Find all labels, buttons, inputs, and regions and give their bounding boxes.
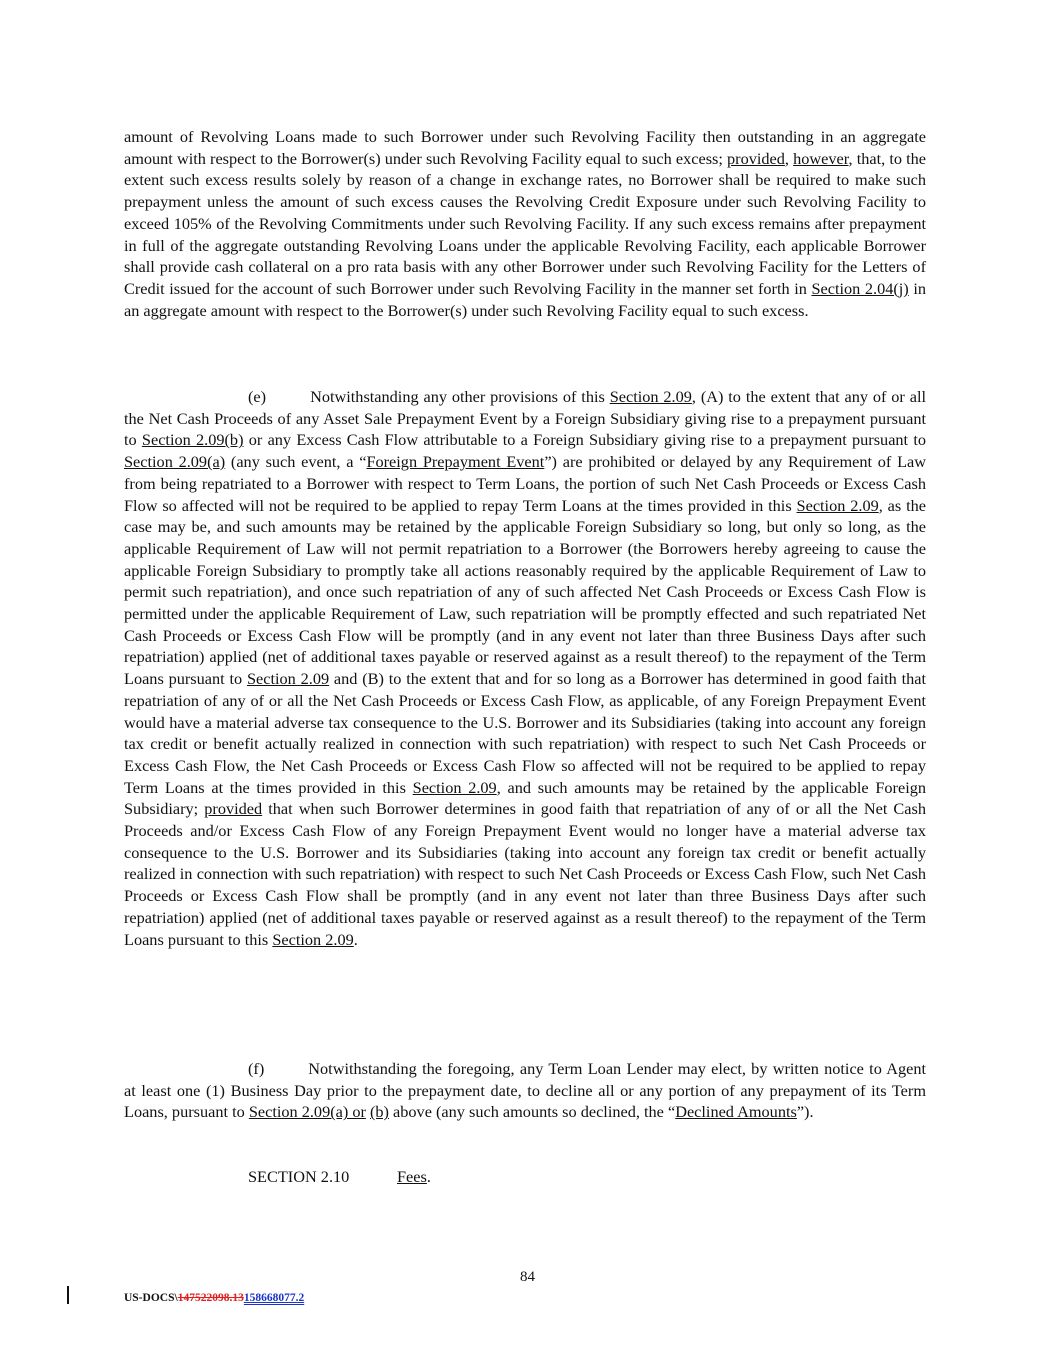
document-id (124, 1288, 304, 1310)
section-reference: Section 2.09 (246, 669, 330, 689)
docid-inserted: 158668077.2 (243, 1292, 305, 1304)
section-reference: (b) (370, 1102, 389, 1122)
clause-label: (f) (248, 1059, 265, 1078)
defined-term-provided: provided (727, 148, 785, 168)
section-reference: Section 2.09(b) (141, 430, 244, 450)
paragraph-e (124, 386, 926, 950)
text-run: . (353, 929, 358, 949)
text-run: , that, to the extent such excess results solely by reason of a change in exchange rates, no Borrower shall be required to make such prepayment unless the amount of such excess causes the Revolving Credit Exposure under such Revolving Facility to exceed 105% of the Revolving Commitments under such Revolving Facility. If any such excess remains after prepayment in full of the aggregate outstanding Revolving Loans under the applicable Revolving Facility, each applicable Borrower shall provide cash collateral on a pro rata basis with any other Borrower under such Revolving Facility for the Letters of Credit issued for the account of such Borrower under such Revolving Facility in the manner set forth in (124, 148, 926, 298)
text-run: , (A) to the extent that any of or all the Net Cash Proceeds of any Asset Sale Prepayment Event by a Foreign Subsidiary giving rise to a prepayment pursuant to (124, 387, 926, 450)
section-reference: Section 2.09 (412, 777, 497, 797)
text-run: above (any such amounts so declined, the “ (388, 1102, 676, 1122)
clause-label: (e) (248, 387, 267, 406)
text-run: Notwithstanding the foregoing, any Term Loan Lender may elect, by written notice to Agent at least one (1) Business Day prior to the prepayment date, to decline all or any portion of any prepayment of its Term Loans, pursuant to (124, 1059, 926, 1122)
section-reference: Section 2.09 (796, 495, 879, 515)
text-run: , and such amounts may be retained by the applicable Foreign Subsidiary; (124, 777, 927, 819)
section-reference: Section 2.09 (272, 929, 354, 949)
text-run: and (B) to the extent that and for so long as a Borrower has determined in good faith that repatriation of any of or all the Net Cash Proceeds or Excess Cash Flow, as applicable, of any Foreign Prepayment Event would have a material adverse tax consequence to the U.S. Borrower and its Subsidiaries (taking into account any foreign tax credit or benefit actually realized in connection with such repatriation) with respect to such Net Cash Proceeds or Excess Cash Flow, the Net Cash Proceeds or Excess Cash Flow so affected will not be required to be applied to repay Term Loans at the times provided in this (124, 669, 926, 797)
text-run: amount of Revolving Loans made to such Borrower under such Revolving Facility then outstanding in an aggregate amount with respect to the Borrower(s) under such Revolving Facility equal to such excess; (124, 127, 926, 168)
text-run: (any such event, a “ (225, 452, 367, 472)
section-reference: Section 2.09(a) or (248, 1102, 366, 1122)
text-run: ”) are prohibited or delayed by any Requirement of Law from being repatriated to a Borrower with respect to Term Loans, the portion of such Net Cash Proceeds or Excess Cash Flow so affected will not be required to be applied to repay Term Loans at the times provided in this (124, 452, 927, 515)
section-reference: Section 2.09 (609, 387, 692, 406)
text-run: ”). (796, 1102, 814, 1122)
defined-term-however: however (793, 148, 849, 168)
docid-deleted: 147522098.13 (177, 1292, 244, 1304)
text-run: in an aggregate amount with respect to the Borrower(s) under such Revolving Facility equal to such excess. (124, 278, 926, 320)
paragraph-continuation (124, 126, 926, 321)
text-run: Notwithstanding any other provisions of this (310, 387, 610, 406)
section-heading (248, 1166, 431, 1188)
change-bar (67, 1286, 69, 1304)
section-reference: Section 2.09(a) (124, 452, 226, 472)
section-title-period: . (426, 1167, 431, 1186)
text-run: that when such Borrower determines in good faith that repatriation of any of or all the Net Cash Proceeds and/or Excess Cash Flow of any Foreign Prepayment Event would no longer have a material adverse tax consequence to the U.S. Borrower and its Subsidiaries (taking into account any foreign tax credit or benefit actually realized in connection with such repatriation) with respect to such Net Cash Proceeds or Excess Cash Flow, such Net Cash Proceeds or Excess Cash Flow shall be promptly (and in any event not later than three Business Days after such repatriation) applied (net of additional taxes payable or reserved against as a result thereof) to the repayment of the Term Loans pursuant to this (124, 799, 926, 949)
defined-term-declined-amounts: Declined Amounts (675, 1102, 797, 1122)
docid-prefix: US-DOCS\ (124, 1292, 178, 1304)
defined-term-provided: provided (204, 799, 263, 819)
section-reference: Section 2.04(j) (811, 278, 909, 298)
text-run: , as the case may be, and such amounts may be retained by the applicable Foreign Subsidiary so long, but only so long, as the applicable Requirement of Law will not permit repatriation to a Borrower (the Borrowers hereby agreeing to cause the applicable Foreign Subsidiary to promptly take all actions reasonably required by the applicable Requirement of Law to permit such repatriation), and once such repatriation of any of such affected Net Cash Proceeds or Excess Cash Flow is permitted under the applicable Requirement of Law, such repatriation will be promptly effected and such repatriated Net Cash Proceeds or Excess Cash Flow will be promptly (and in any event not later than three Business Days after such repatriation) applied (net of additional taxes payable or reserved against as a result thereof) to the repayment of the Term Loans pursuant to (124, 495, 926, 689)
text-run: , (784, 148, 794, 168)
defined-term-foreign-prepayment-event: Foreign Prepayment Event (366, 452, 545, 472)
paragraph-f (124, 1058, 926, 1123)
text-run: or any Excess Cash Flow attributable to a Foreign Subsidiary giving rise to a prepayment pursuant to (243, 430, 926, 450)
section-number: SECTION 2.10 (248, 1167, 350, 1186)
page-number: 84 (520, 1269, 535, 1285)
section-title: Fees (397, 1167, 427, 1186)
